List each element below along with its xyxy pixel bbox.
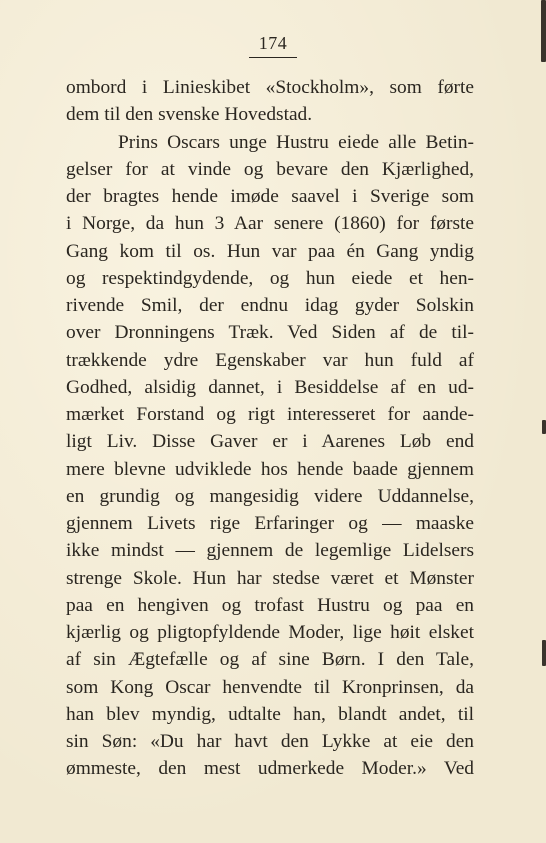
text-line: af sin Ægtefælle og af sine Børn. I den Tale,: [66, 649, 474, 671]
text-line: rivende Smil, der endnu idag gyder Solskin: [66, 295, 474, 316]
text-line: Prins Oscars unge Hustru eiede alle Betin-: [118, 131, 474, 153]
body-text: [66, 74, 474, 783]
text-line: der bragtes hende imøde saavel i Sverige som: [66, 186, 474, 207]
text-line: i Norge, da hun 3 Aar senere (1860) for første: [66, 213, 474, 235]
text-line: ikke mindst — gjennem de legemlige Lidelsers: [66, 540, 474, 562]
text-line: gjennem Livets rige Erfaringer og — maaske: [66, 513, 474, 534]
text-line: sin Søn: «Du har havt den Lykke at eie den: [66, 731, 474, 752]
text-line: ømmeste, den mest udmerkede Moder.» Ved: [66, 758, 474, 780]
page-edge-mark: [542, 640, 546, 666]
text-line: trækkende ydre Egenskaber var hun fuld af: [66, 349, 474, 371]
text-line: strenge Skole. Hun har stedse været et Mønster: [66, 567, 474, 589]
text-line: paa en hengiven og trofast Hustru og paa en: [66, 594, 474, 616]
text-line: Godhed, alsidig dannet, i Besiddelse af en ud-: [66, 376, 474, 398]
text-line: mærket Forstand og rigt interesseret for aande-: [66, 404, 474, 425]
text-line: mere blevne udviklede hos hende baade gjennem: [66, 458, 474, 480]
page-number-rule: [249, 57, 297, 58]
text-line: ombord i Linieskibet «Stockholm», som førte: [66, 77, 474, 98]
text-line: han blev myndig, udtalte han, blandt andet, til: [66, 703, 474, 725]
page-edge-mark: [542, 420, 546, 434]
text-line: dem til den svenske Hovedstad.: [66, 104, 313, 126]
text-line: over Dronningens Træk. Ved Siden af de til-: [66, 322, 474, 344]
text-line: og respektindgydende, og hun eiede et hen-: [66, 267, 474, 289]
text-line: som Kong Oscar henvendte til Kronprinsen, da: [66, 676, 474, 698]
text-line: kjærlig og pligtopfyldende Moder, lige høit elsket: [66, 622, 474, 643]
text-line: ligt Liv. Disse Gaver er i Aarenes Løb end: [66, 431, 474, 453]
text-line: gelser for at vinde og bevare den Kjærlighed,: [66, 158, 474, 180]
text-line: en grundig og mangesidig videre Uddannelse,: [66, 485, 474, 507]
page-number: 174: [258, 33, 288, 53]
text-line: Gang kom til os. Hun var paa én Gang yndig: [66, 240, 474, 262]
